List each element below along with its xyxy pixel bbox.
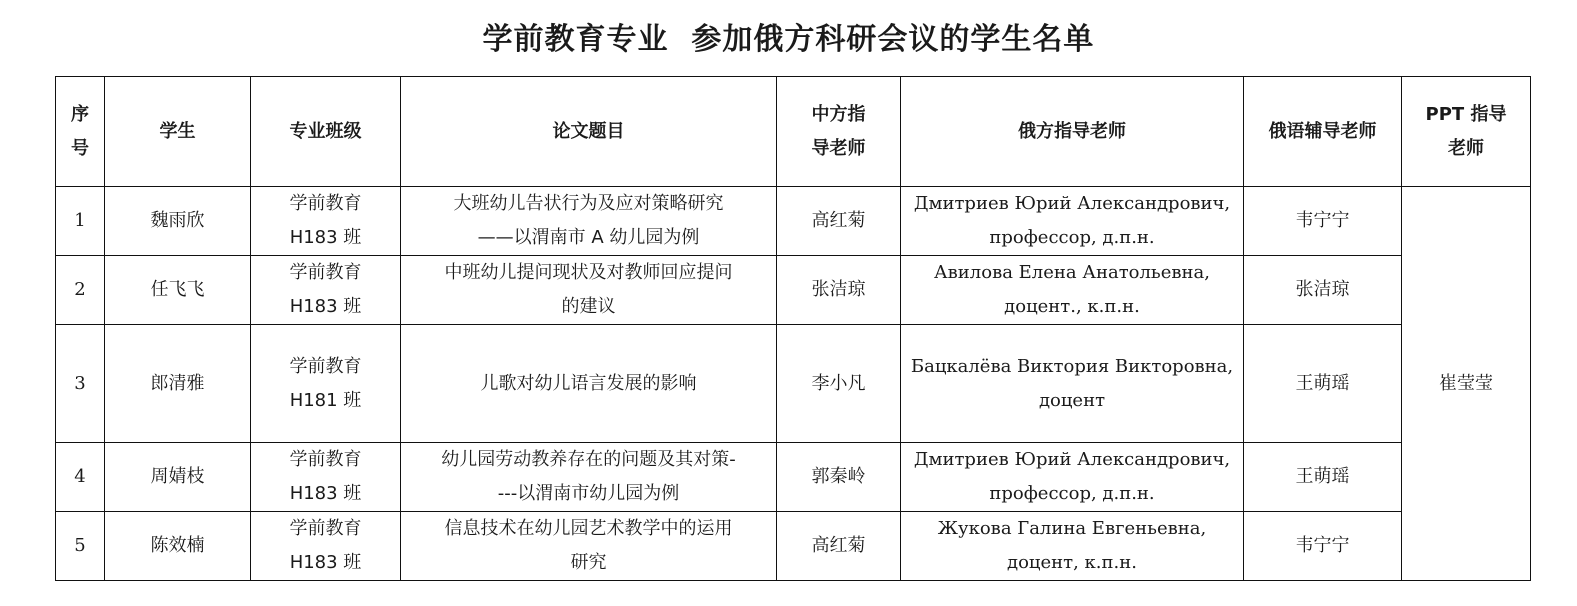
cell-class-line: 学前教育 bbox=[289, 355, 362, 377]
cell-class bbox=[251, 256, 401, 325]
cell-thesis-line: 儿歌对幼儿语言发展的影响 bbox=[480, 372, 697, 394]
cell-ru-advisor bbox=[901, 512, 1244, 581]
table-row bbox=[56, 187, 1531, 256]
header-cn-advisor-line: 中方指 bbox=[811, 103, 866, 125]
cell-thesis bbox=[401, 325, 777, 443]
page-title: 学前教育专业 参加俄方科研会议的学生名单 bbox=[482, 22, 1095, 57]
header-row bbox=[56, 77, 1531, 187]
table-row bbox=[56, 256, 1531, 325]
cell-class-line: H183 班 bbox=[289, 483, 362, 504]
table-row bbox=[56, 325, 1531, 443]
cell-student: 周婧枝 bbox=[105, 443, 251, 512]
header-index-line: 序 bbox=[71, 103, 89, 125]
header-index-line: 号 bbox=[71, 137, 89, 159]
cell-thesis-line: 信息技术在幼儿园艺术教学中的运用 bbox=[444, 518, 733, 539]
cell-class bbox=[251, 325, 401, 443]
cell-class-line: H183 班 bbox=[289, 227, 362, 248]
cell-class-line: 学前教育 bbox=[289, 518, 362, 539]
cell-thesis-line: 研究 bbox=[570, 552, 607, 573]
cell-thesis-line: 大班幼儿告状行为及应对策略研究 bbox=[453, 193, 724, 214]
cell-ru-tutor: 韦宁宁 bbox=[1244, 187, 1402, 256]
cell-student: 郎清雅 bbox=[105, 325, 251, 443]
table-row bbox=[56, 512, 1531, 581]
cell-ru-advisor bbox=[901, 256, 1244, 325]
cell-student: 陈效楠 bbox=[105, 512, 251, 581]
cell-student: 魏雨欣 bbox=[105, 187, 251, 256]
cell-ru-advisor-line: Жукова Галина Евгеньевна, bbox=[937, 518, 1207, 539]
cell-ru-tutor: 王萌瑶 bbox=[1244, 325, 1402, 443]
header-cn-advisor-line: 导老师 bbox=[811, 137, 866, 159]
cell-index: 1 bbox=[56, 187, 105, 256]
cell-cn-advisor: 高红菊 bbox=[777, 187, 901, 256]
cell-thesis bbox=[401, 187, 777, 256]
cell-class-line: H183 班 bbox=[289, 552, 362, 573]
cell-ru-advisor bbox=[901, 443, 1244, 512]
cell-class bbox=[251, 187, 401, 256]
cell-thesis bbox=[401, 443, 777, 512]
cell-ru-advisor-line: Дмитриев Юрий Александрович, bbox=[913, 193, 1231, 214]
cell-ru-tutor: 张洁琼 bbox=[1244, 256, 1402, 325]
cell-cn-advisor: 高红菊 bbox=[777, 512, 901, 581]
cell-ru-advisor-line: профессор, д.п.н. bbox=[989, 227, 1155, 248]
header-ru-advisor: 俄方指导老师 bbox=[901, 77, 1244, 187]
cell-thesis-line: ——以渭南市 A 幼儿园为例 bbox=[477, 227, 700, 248]
cell-class-line: 学前教育 bbox=[289, 262, 362, 283]
cell-ru-advisor-line: Дмитриев Юрий Александрович, bbox=[913, 449, 1231, 470]
cell-ru-tutor: 韦宁宁 bbox=[1244, 512, 1402, 581]
cell-class bbox=[251, 443, 401, 512]
header-class: 专业班级 bbox=[251, 77, 401, 187]
cell-ru-tutor: 王萌瑶 bbox=[1244, 443, 1402, 512]
cell-index: 2 bbox=[56, 256, 105, 325]
cell-class bbox=[251, 512, 401, 581]
cell-thesis-line: ---以渭南市幼儿园为例 bbox=[497, 483, 680, 504]
header-thesis: 论文题目 bbox=[401, 77, 777, 187]
header-student: 学生 bbox=[105, 77, 251, 187]
cell-thesis-line: 幼儿园劳动教养存在的问题及其对策- bbox=[441, 449, 736, 470]
cell-thesis-line: 的建议 bbox=[561, 296, 616, 317]
cell-thesis bbox=[401, 256, 777, 325]
cell-thesis bbox=[401, 512, 777, 581]
cell-index: 3 bbox=[56, 325, 105, 443]
cell-ru-advisor-line: Авилова Елена Анатольевна, bbox=[934, 262, 1210, 283]
cell-ru-advisor-line: профессор, д.п.н. bbox=[989, 483, 1155, 504]
cell-student: 任飞飞 bbox=[105, 256, 251, 325]
cell-thesis-line: 中班幼儿提问现状及对教师回应提问 bbox=[444, 262, 733, 283]
header-ppt-advisor-line: 老师 bbox=[1448, 137, 1484, 159]
cell-class-line: 学前教育 bbox=[289, 193, 362, 214]
header-ppt-advisor-line: PPT 指导 bbox=[1425, 103, 1507, 125]
cell-index: 4 bbox=[56, 443, 105, 512]
cell-ru-advisor bbox=[901, 325, 1244, 443]
cell-class-line: 学前教育 bbox=[289, 449, 362, 470]
header-index bbox=[56, 77, 105, 187]
cell-index: 5 bbox=[56, 512, 105, 581]
cell-ru-advisor-line: Бацкалёва Виктория Викторовна, bbox=[910, 355, 1234, 377]
cell-ru-advisor-line: доцент bbox=[1038, 389, 1106, 411]
cell-ru-advisor-line: доцент., к.п.н. bbox=[1004, 296, 1140, 317]
header-cn-advisor bbox=[777, 77, 901, 187]
student-roster-table bbox=[55, 76, 1531, 581]
cell-cn-advisor: 李小凡 bbox=[777, 325, 901, 443]
cell-cn-advisor: 郭秦岭 bbox=[777, 443, 901, 512]
header-ru-tutor: 俄语辅导老师 bbox=[1244, 77, 1402, 187]
table-row bbox=[56, 443, 1531, 512]
cell-class-line: H181 班 bbox=[289, 389, 362, 411]
cell-cn-advisor: 张洁琼 bbox=[777, 256, 901, 325]
cell-ru-advisor bbox=[901, 187, 1244, 256]
header-ppt-advisor bbox=[1402, 77, 1531, 187]
cell-ru-advisor-line: доцент, к.п.н. bbox=[1007, 552, 1137, 573]
cell-ppt-advisor-shared: 崔莹莹 bbox=[1402, 187, 1531, 581]
cell-class-line: H183 班 bbox=[289, 296, 362, 317]
